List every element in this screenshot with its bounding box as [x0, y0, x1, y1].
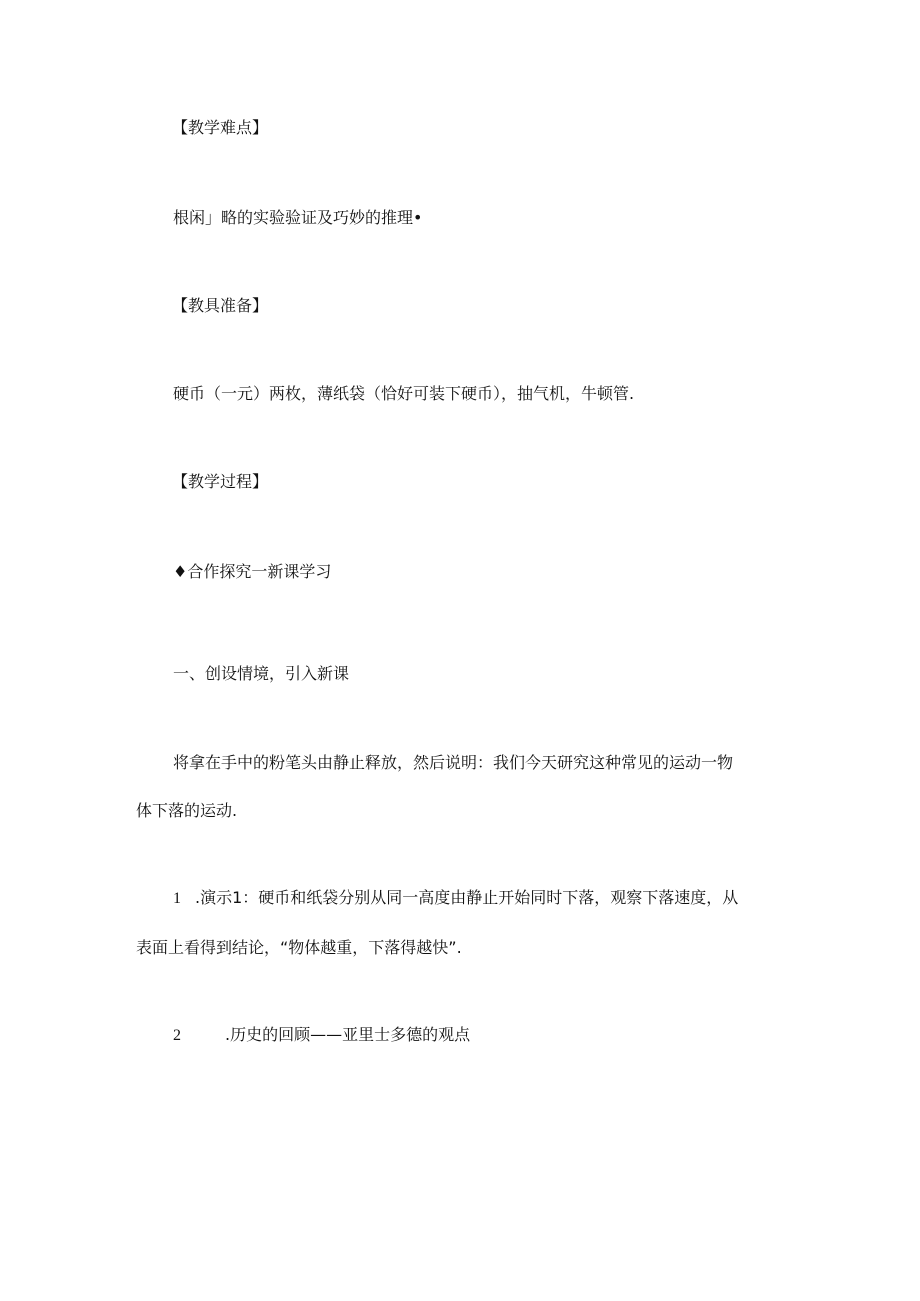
- list-item-number: 1: [173, 890, 181, 907]
- list-item-number: 2: [173, 1027, 181, 1044]
- section-heading-teaching-process: 【教学过程】: [172, 472, 269, 491]
- list-item-1: [173, 888, 738, 909]
- intro-paragraph-line-1: 将拿在手中的粉笔头由静止释放，然后说明：我们今天研究这种常见的运动一物: [173, 753, 734, 772]
- list-item-1-line-1: .演示1：硬币和纸袋分别从同一高度由静止开始同时下落，观察下落速度，从: [195, 888, 739, 907]
- section-heading-teaching-aids: 【教具准备】: [172, 296, 269, 315]
- intro-paragraph-line-2: 体下落的运动.: [136, 801, 238, 820]
- list-item-2: [173, 1025, 470, 1046]
- section-heading-teaching-difficulty: 【教学难点】: [172, 118, 269, 137]
- list-item-2-text: .历史的回顾——亚里士多德的观点: [225, 1025, 471, 1044]
- list-item-1-line-2: 表面上看得到结论，“物体越重，下落得越快”.: [136, 938, 462, 957]
- part-one-heading: 一、创设情境，引入新课: [173, 664, 350, 683]
- teaching-aids-paragraph: 硬币（一元）两枚，薄纸袋（恰好可装下硬币），抽气机，牛顿管.: [173, 384, 635, 403]
- difficulty-paragraph: 根闲」略的实验验证及巧妙的推理•: [173, 208, 423, 227]
- cooperative-inquiry-subheading: ♦合作探究一新课学习: [173, 562, 332, 581]
